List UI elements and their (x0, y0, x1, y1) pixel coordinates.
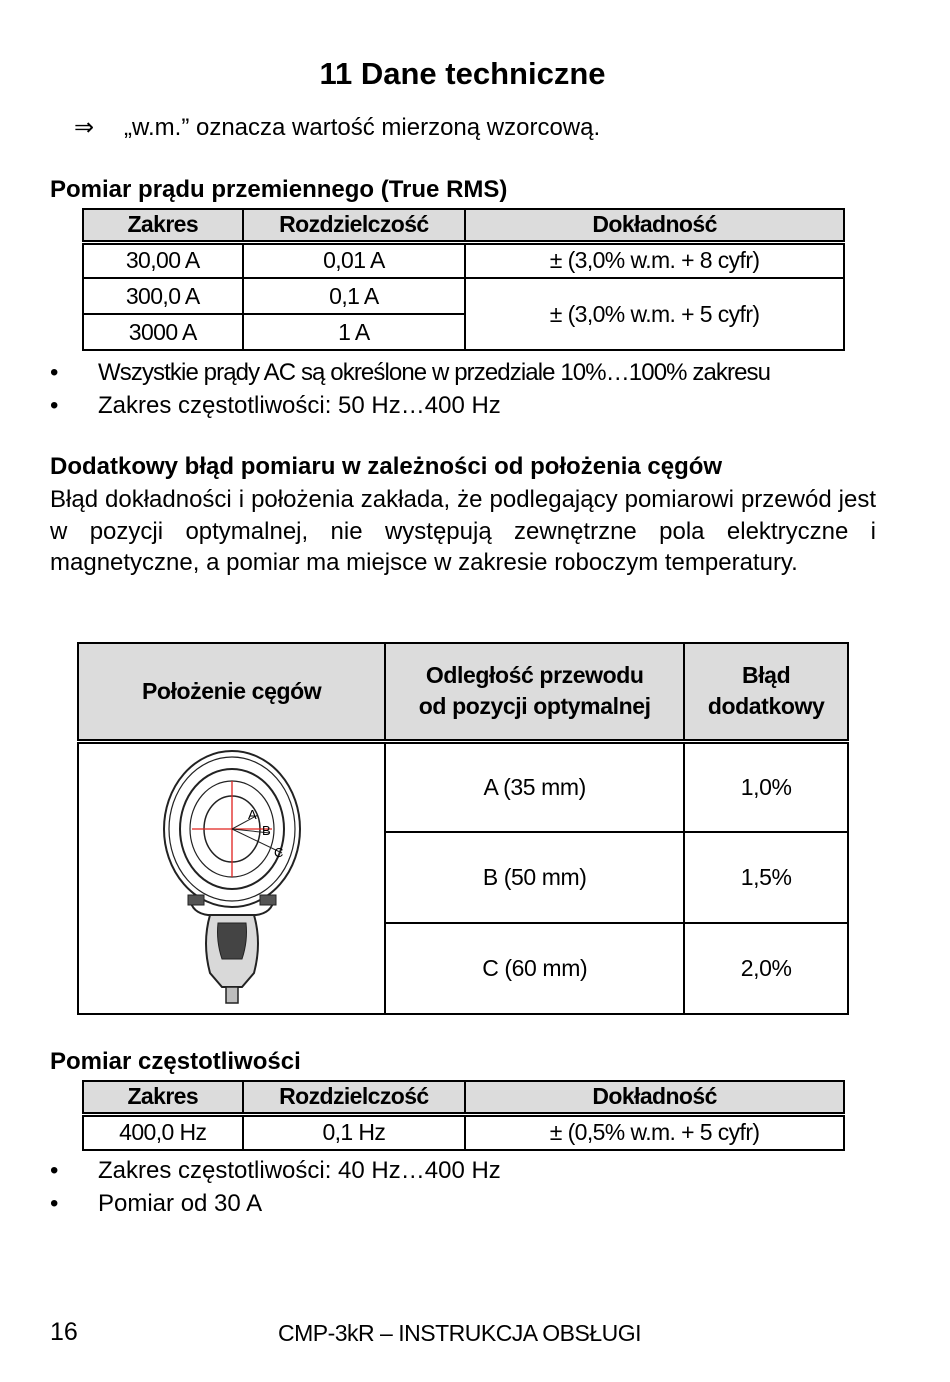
page-number: 16 (50, 1318, 78, 1346)
page-title: 11 Dane techniczne (319, 56, 606, 91)
table-cell: ± (3,0% w.m. + 8 cyfr) (465, 242, 844, 278)
note (74, 113, 600, 142)
table-row (83, 242, 844, 278)
header-line: od pozycji optymalnej (418, 693, 651, 720)
ac-section-heading: Pomiar prądu przemiennego (True RMS) (50, 176, 508, 203)
table-cell: 0,1 Hz (243, 1114, 466, 1150)
note-text: „w.m.” oznacza wartość mierzoną wzorcową. (124, 114, 601, 141)
diagram-label: A (247, 807, 256, 823)
bullet-icon: • (50, 392, 59, 419)
header-line: Błąd (741, 662, 791, 689)
extra-error-paragraph: Błąd dokładności i położenia zakłada, że podlegający pomiarowi przewód jest w pozycji optymalnej, nie występują zewnętrzne pola elektryczne i magnetyczne, a pomiar ma miejsce w zakresie roboczym temperatury. (50, 486, 876, 576)
header-line: dodatkowy (707, 693, 825, 720)
bullet-icon: • (50, 1157, 59, 1184)
table-cell: ± (0,5% w.m. + 5 cyfr) (465, 1114, 844, 1150)
table-header: Zakres (83, 209, 243, 242)
table-header: Rozdzielczość (243, 1081, 466, 1114)
table-row (83, 278, 844, 314)
table-header (684, 643, 848, 741)
list-item-text: Zakres częstotliwości: 40 Hz…400 Hz (98, 1157, 501, 1184)
table-header: Zakres (83, 1081, 243, 1114)
table-header: Położenie cęgów (78, 643, 385, 741)
list-item-text: Zakres częstotliwości: 50 Hz…400 Hz (98, 392, 501, 419)
list-item-text: Wszystkie prądy AC są określone w przedziale 10%…100% zakresu (98, 359, 771, 386)
footer-doc-title: CMP-3kR – INSTRUKCJA OBSŁUGI (278, 1320, 642, 1346)
table-row (83, 1114, 844, 1150)
table-cell: C (60 mm) (385, 923, 684, 1014)
clamp-diagram-cell (78, 741, 385, 1014)
arrow-icon: ⇒ (74, 114, 95, 141)
table-header: Rozdzielczość (243, 209, 466, 242)
table-cell: 1 A (243, 314, 466, 350)
table-cell: 300,0 A (83, 278, 243, 314)
table-header: Dokładność (465, 1081, 844, 1114)
freq-section-heading: Pomiar częstotliwości (50, 1048, 301, 1075)
header-line: Odległość przewodu (425, 662, 644, 689)
clamp-position-table (77, 642, 849, 1015)
table-header (385, 643, 684, 741)
table-cell: 0,01 A (243, 242, 466, 278)
table-cell: 400,0 Hz (83, 1114, 243, 1150)
table-cell: 0,1 A (243, 278, 466, 314)
table-row (78, 741, 848, 832)
bullet-icon: • (50, 359, 59, 386)
diagram-label: B (261, 823, 270, 839)
table-cell: 3000 A (83, 314, 243, 350)
table-cell: B (50 mm) (385, 832, 684, 923)
table-cell: ± (3,0% w.m. + 5 cyfr) (465, 278, 844, 350)
extra-error-heading: Dodatkowy błąd pomiaru w zależności od położenia cęgów (50, 453, 723, 480)
freq-spec-table (82, 1080, 845, 1151)
table-cell: A (35 mm) (385, 741, 684, 832)
table-cell: 1,0% (684, 741, 848, 832)
table-cell: 1,5% (684, 832, 848, 923)
ac-spec-table (82, 208, 845, 351)
table-header: Dokładność (465, 209, 844, 242)
table-cell: 2,0% (684, 923, 848, 1014)
clamp-meter-diagram (152, 747, 312, 1009)
bullet-icon: • (50, 1190, 59, 1217)
list-item-text: Pomiar od 30 A (98, 1190, 263, 1217)
diagram-label: C (273, 845, 283, 861)
table-cell: 30,00 A (83, 242, 243, 278)
